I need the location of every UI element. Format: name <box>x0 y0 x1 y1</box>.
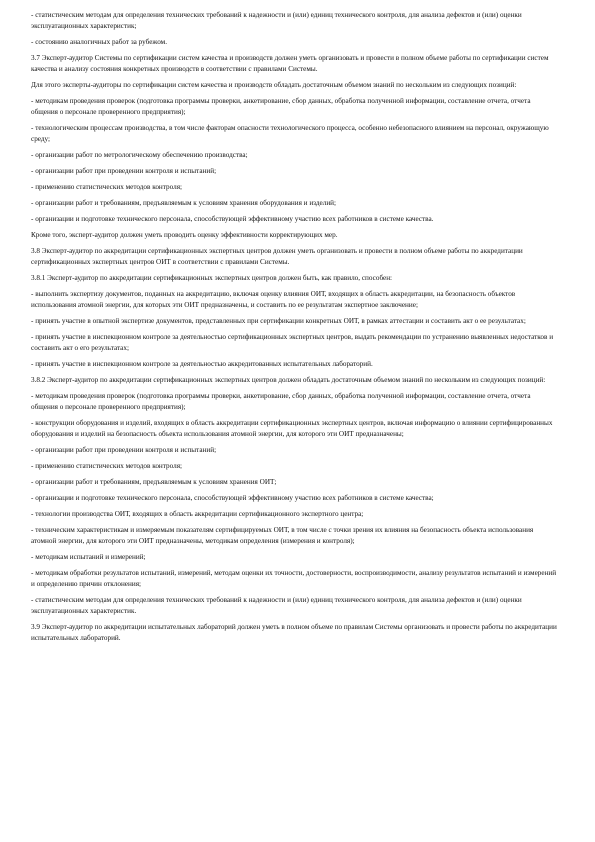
paragraph-24: - организации работ и требованиям, предъявляемым к условиям хранения ОИТ; <box>31 478 277 486</box>
paragraph-6: - технологическим процессам производства, в том числе факторам опасности технологического процесса, особенно небезопасного влиянием на персонал, окружающую среду; <box>31 124 549 143</box>
paragraph-21: - конструкции оборудования и изделий, входящих в область аккредитации сертификационных экспертных центров, включая информацию о влиянии сертифицированных оборудования и изделий на безопасность объекта использования атомной энергии, для которого эти ОИТ предназначены; <box>31 419 553 438</box>
paragraph-25: - организации и подготовке технического персонала, способствующей эффективному участию всех работников в системе качества; <box>31 494 434 502</box>
paragraph-17: - принять участие в инспекционном контроле за деятельностью сертификационных экспертных центров, выдать рекомендации по устранению выявленных недостатков и составить акт о его результатах; <box>31 333 554 352</box>
paragraph-12: Кроме того, эксперт-аудитор должен уметь проводить оценку эффективности корректирующих мер. <box>31 231 338 239</box>
paragraph-2: - состоянию аналогичных работ за рубежом. <box>31 38 167 46</box>
paragraph-5: - методикам проведения проверок (подготовка программы проверки, анкетирование, сбор данных, обработка полученной информации, составление отчета, отчета общения о персонале проверенного предприятия); <box>31 97 531 116</box>
paragraph-8: - организации работ при проведении контроля и испытаний; <box>31 167 217 175</box>
paragraph-3-8-1: 3.8.1 Эксперт-аудитор по аккредитации сертификационных экспертных центров должен быть, как правило, способен: <box>31 274 393 282</box>
paragraph-30: - статистическим методам для определения технических требований к надежности и (или) единиц технического контроля, для анализа дефектов и (или) оценки эксплуатационных характеристик. <box>31 596 522 615</box>
paragraph-3-8: 3.8 Эксперт-аудитор по аккредитации сертификационных экспертных центров должен уметь организовать и провести в полном объеме работы по аккредитации сертификационных экспертных центров ОИТ в соответствии с правилами Системы. <box>31 247 523 266</box>
paragraph-26: - технологии производства ОИТ, входящих в область аккредитации сертификационного экспертного центра; <box>31 510 364 518</box>
paragraph-20: - методикам проведения проверок (подготовка программы проверки, анкетирование, сбор данных, обработка полученной информации, составление отчета, отчета общения о персонале проверенного предприятия); <box>31 392 531 411</box>
paragraph-1: - статистическим методам для определения технических требований к надежности и (или) единиц технического контроля, для анализа дефектов и (или) оценки эксплуатационных характеристик; <box>31 11 522 30</box>
paragraph-7: - организации работ по метрологическому обеспечению производства; <box>31 151 248 159</box>
paragraph-28: - методикам испытаний и измерений; <box>31 553 146 561</box>
paragraph-27: - техническим характеристикам и измеряемым показателям сертифицируемых ОИТ, в том числе с точки зрения их влияния на безопасность объекта использования атомной энергии, для которого эти ОИТ предназначены, методикам определения (измерения и контроля); <box>31 526 534 545</box>
paragraph-22: - организации работ при проведении контроля и испытаний; <box>31 446 217 454</box>
paragraph-9: - применению статистических методов контроля; <box>31 183 182 191</box>
paragraph-10: - организации работ и требованиям, предъявляемым к условиям хранения оборудования и изделий; <box>31 199 337 207</box>
paragraph-29: - методикам обработки результатов испытаний, измерений, методам оценки их точности, достоверности, воспроизводимости, анализу результатов испытаний и измерений и определению причин отклонения; <box>31 569 557 588</box>
paragraph-23: - применению статистических методов контроля; <box>31 462 182 470</box>
paragraph-18: - принять участие в инспекционном контроле за деятельностью аккредитованных испытательных лабораторий. <box>31 360 373 368</box>
paragraph-15: - выполнить экспертизу документов, поданных на аккредитацию, включая оценку влияния ОИТ, входящих в область аккредитации, на безопасность объектов использования атомной энергии, для которых эти ОИТ предназначены, и составить по ее результатам экспертное заключение; <box>31 290 516 309</box>
paragraph-3-8-2: 3.8.2 Эксперт-аудитор по аккредитации сертификационных экспертных центров должен обладать достаточным объемом знаний по нескольким из следующих позиций: <box>31 376 546 384</box>
paragraph-4: Для этого эксперты-аудиторы по сертификации систем качества и производств обладать достаточным объемом знаний по нескольким из следующих позиций: <box>31 81 517 89</box>
paragraph-3-9: 3.9 Эксперт-аудитор по аккредитации испытательных лабораторий должен уметь в полном объеме по правилам Системы организовать и провести работы по аккредитации испытательных лабораторий. <box>31 623 557 642</box>
paragraph-16: - принять участие в опытной экспертизе документов, представленных при сертификации конкретных ОИТ, в рамках аттестации и составить акт о ее результатах; <box>31 317 526 325</box>
paragraph-3-7: 3.7 Эксперт-аудитор Системы по сертификации систем качества и производств должен уметь организовать и провести в полном объеме работы по сертификации систем качества и анализу состояния конкретных производств в соответствии с правилами Системы. <box>31 54 549 73</box>
paragraph-11: - организации и подготовке технического персонала, способствующей эффективному участию всех работников в системе качества. <box>31 215 434 223</box>
